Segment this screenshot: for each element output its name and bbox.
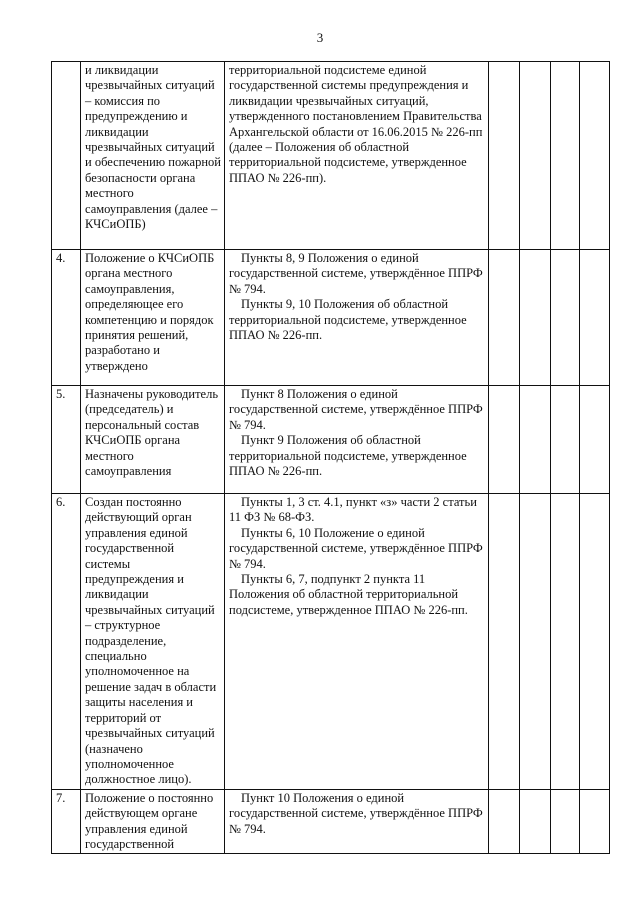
assessment-cell bbox=[580, 386, 610, 494]
assessment-cell bbox=[580, 789, 610, 854]
row-number: 6. bbox=[52, 494, 81, 790]
row-number: 4. bbox=[52, 250, 81, 386]
assessment-cell bbox=[551, 62, 580, 250]
legal-basis-paragraph: Пункты 8, 9 Положения о единой государственной системе, утверждённое ППРФ № 794. bbox=[229, 251, 483, 296]
assessment-cell bbox=[520, 789, 551, 854]
assessment-cell bbox=[520, 494, 551, 790]
row-number: 5. bbox=[52, 386, 81, 494]
requirement-text: Положение о постоянно действующем органе управления единой государственной bbox=[81, 789, 225, 854]
requirement-text: Положение о КЧСиОПБ органа местного самоуправления, определяющее его компетенцию и порядок принятия решений, разработано и утверждено bbox=[81, 250, 225, 386]
legal-basis bbox=[225, 789, 489, 854]
legal-basis-paragraph: Пункты 9, 10 Положения об областной территориальной подсистеме, утвержденное ППАО № 226-пп. bbox=[229, 297, 467, 343]
assessment-cell bbox=[551, 789, 580, 854]
assessment-cell bbox=[520, 250, 551, 386]
legal-basis-paragraph: Пункт 10 Положения о единой государственной системе, утверждённое ППРФ № 794. bbox=[229, 790, 483, 836]
assessment-cell bbox=[489, 250, 520, 386]
legal-basis-paragraph: Пункты 6, 7, подпункт 2 пункта 11 Положения об областной территориальной подсистеме, утвержденное ППАО № 226-пп. bbox=[229, 572, 468, 617]
requirement-text: Создан постоянно действующий орган управления единой государственной системы предупреждения и ликвидации чрезвычайных ситуаций – структурное подразделение, специально уполномоченное на решение задач в области защиты населения и территорий от чрезвычайных ситуаций (назначено уполномоченное должностное лицо). bbox=[81, 494, 225, 790]
legal-basis bbox=[225, 494, 489, 790]
legal-basis bbox=[225, 250, 489, 386]
assessment-cell bbox=[489, 386, 520, 494]
assessment-cell bbox=[520, 386, 551, 494]
row-number: 7. bbox=[52, 789, 81, 854]
page-number: 3 bbox=[316, 30, 324, 45]
assessment-cell bbox=[489, 62, 520, 250]
legal-basis-paragraph: Пункт 8 Положения о единой государственной системе, утверждённое ППРФ № 794. bbox=[229, 387, 483, 432]
assessment-cell bbox=[551, 494, 580, 790]
table-row bbox=[52, 494, 610, 790]
legal-basis-paragraph: Пункт 9 Положения об областной территориальной подсистеме, утвержденное ППАО № 226-пп. bbox=[229, 433, 467, 479]
assessment-cell bbox=[520, 62, 551, 250]
table-row bbox=[52, 250, 610, 386]
legal-basis-paragraph: территориальной подсистеме единой государственной системы предупреждения и ликвидации чрезвычайных ситуаций, утвержденного постановлением Правительства Архангельской области от 16.06.2015 № 226-пп (далее – Положения об областной территориальной подсистеме, утвержденное ППАО № 226-пп). bbox=[229, 63, 483, 185]
legal-basis bbox=[225, 62, 489, 250]
legal-basis bbox=[225, 386, 489, 494]
assessment-cell bbox=[551, 250, 580, 386]
requirement-text: Назначены руководитель (председатель) и персональный состав КЧСиОПБ органа местного самоуправления bbox=[81, 386, 225, 494]
table-row bbox=[52, 62, 610, 250]
table-row bbox=[52, 789, 610, 854]
assessment-cell bbox=[489, 789, 520, 854]
assessment-cell bbox=[580, 494, 610, 790]
table-body bbox=[52, 62, 610, 854]
assessment-cell bbox=[489, 494, 520, 790]
row-number bbox=[52, 62, 81, 250]
requirements-table bbox=[51, 61, 610, 854]
requirement-text: и ликвидации чрезвычайных ситуаций – комиссия по предупреждению и ликвидации чрезвычайных ситуаций и обеспечению пожарной безопасности органа местного самоуправления (далее – КЧСиОПБ) bbox=[81, 62, 225, 250]
assessment-cell bbox=[580, 250, 610, 386]
legal-basis-paragraph: Пункты 1, 3 ст. 4.1, пункт «з» части 2 статьи 11 ФЗ № 68-ФЗ. bbox=[229, 495, 477, 525]
legal-basis-paragraph: Пункты 6, 10 Положение о единой государственной системе, утверждённое ППРФ № 794. bbox=[229, 525, 483, 571]
assessment-cell bbox=[580, 62, 610, 250]
assessment-cell bbox=[551, 386, 580, 494]
table-row bbox=[52, 386, 610, 494]
